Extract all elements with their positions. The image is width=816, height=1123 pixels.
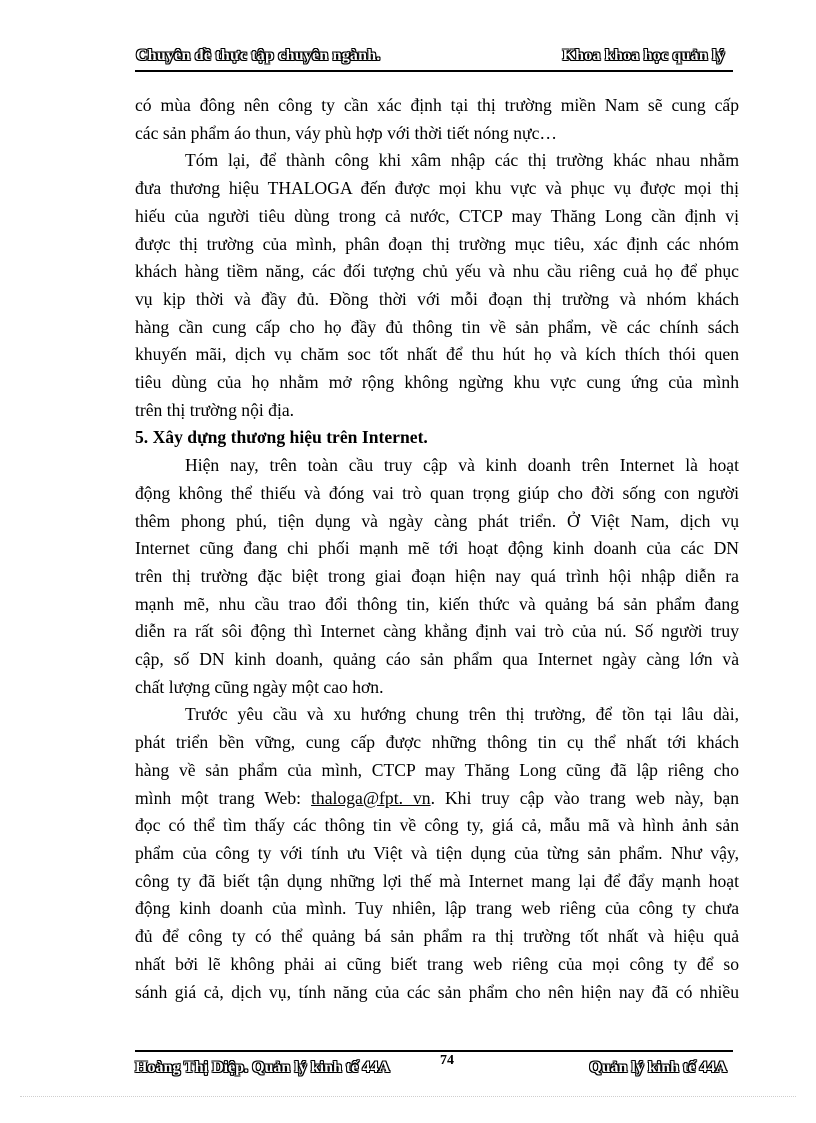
text-line: khách hàng tiềm năng, các đối tượng chủ yếu và nhu cầu riêng cuả họ để phục — [135, 261, 739, 282]
text-line: Trước yêu cầu và xu hướng chung trên thị trường, để tồn tại lâu dài, — [185, 704, 739, 725]
text-line: sánh giá cả, dịch vụ, tính năng của các sản phẩm cho nên hiện nay đã có nhiều — [135, 981, 739, 1002]
text-line: có mùa đông nên công ty cần xác định tại thị trường miền Nam sẽ cung cấp — [135, 95, 739, 115]
footer-department: Quản lý kinh tế 44A — [589, 1059, 727, 1076]
header-faculty: Khoa khoa học quản lý — [562, 47, 725, 64]
text-line: động không thể thiếu và đóng vai trò quan trọng giúp cho đời sống con người — [135, 482, 739, 503]
text-line: trên thị trường đặc biệt trong giai đoạn hiện nay quá trình hội nhập diễn ra — [135, 565, 739, 586]
text-line: vụ kịp thời và đầy đủ. Đồng thời với mỗi đoạn thị trường và nhóm khách — [135, 288, 739, 309]
text-line: đọc có thể tìm thấy các thông tin về công ty, giá cả, mẫu mã và hình ảnh sản — [135, 815, 739, 836]
text-line-row — [135, 951, 739, 979]
text-line: Internet cũng đang chi phối mạnh mẽ tới hoạt động kinh doanh của các DN — [135, 538, 739, 559]
paragraph-internet — [135, 452, 739, 480]
text-line: đủ để công ty có thể quảng bá sản phẩm ra thị trường tốt nhất và hiệu quả — [135, 926, 739, 947]
page-header — [135, 46, 733, 72]
text-line: tiêu dùng của họ nhằm mở rộng không ngừng khu vực cung ứng của mình — [135, 372, 739, 393]
text-line-row — [135, 397, 739, 425]
text-line: thêm phong phú, tiện dụng và ngày càng phát triển. Ở Việt Nam, dịch vụ — [135, 510, 739, 531]
text-line: đưa thương hiệu THALOGA đến được mọi khu vực và phục vụ được mọi thị — [135, 178, 739, 199]
text-line: các sản phẩm áo thun, váy phù hợp với thời tiết nóng nực… — [135, 122, 557, 143]
text-line-row — [135, 868, 739, 896]
text-line: chất lượng cũng ngày một cao hơn. — [135, 676, 384, 697]
text-line: công ty đã biết tận dụng những lợi thế mà Internet mang lại để đẩy mạnh hoạt — [135, 870, 739, 891]
text-line-row — [135, 840, 739, 868]
text-line-row — [135, 618, 739, 646]
section-heading: 5. Xây dựng thương hiệu trên Internet. — [135, 427, 428, 448]
text-line-row — [135, 979, 739, 1007]
document-body — [135, 92, 739, 1006]
text-line: được thị trường của mình, phân đoạn thị trường mục tiêu, xác định các nhóm — [135, 233, 739, 254]
text-line-row — [135, 231, 739, 259]
text-line-row — [135, 729, 739, 757]
text-line-row — [135, 258, 739, 286]
text-line-row — [135, 508, 739, 536]
paragraph-continued — [135, 92, 739, 120]
page-number: 74 — [440, 1053, 454, 1068]
text-line: phát triển bền vững, cung cấp được những thông tin cụ thể nhất tới khách — [135, 732, 739, 753]
text-line-row — [135, 757, 739, 785]
text-line-row — [135, 369, 739, 397]
text-line-row — [135, 203, 739, 231]
paragraph-website — [135, 701, 739, 729]
text-line: Tóm lại, để thành công khi xâm nhập các thị trường khác nhau nhằm — [185, 150, 739, 171]
header-course-title: Chuyên đề thực tập chuyên ngành. — [136, 47, 381, 64]
text-line: mạnh mẽ, nhu cầu trao đổi thông tin, kiến thức và quảng bá sản phẩm đang — [135, 593, 739, 614]
footer-author: Hoàng Thị Diệp. Quản lý kinh tế 44A — [135, 1059, 390, 1076]
text-line: hiếu của người tiêu dùng trong cả nước, CTCP may Thăng Long cần định vị — [135, 205, 739, 226]
text-line: trên thị trường nội địa. — [135, 399, 295, 420]
text-line: động kinh doanh của mình. Tuy nhiên, lập trang web riêng của công ty chưa — [135, 898, 739, 919]
text-line-row — [135, 286, 739, 314]
text-line: Hiện nay, trên toàn cầu truy cập và kinh doanh trên Internet là hoạt — [185, 455, 739, 476]
text-line-suffix: . Khi truy cập vào trang web này, bạn — [430, 787, 740, 808]
text-line-row — [135, 314, 739, 342]
text-line: phẩm của công ty với tính ưu Việt và tiện dụng của từng sản phẩm. Như vậy, — [135, 842, 739, 863]
text-line: khuyến mãi, dịch vụ chăm soc tốt nhất để thu hút họ và kích thích thói quen — [135, 344, 739, 365]
website-link[interactable]: thaloga@fpt. vn — [311, 787, 431, 808]
text-line-row — [135, 480, 739, 508]
text-line-row — [135, 785, 739, 813]
text-line-row — [135, 563, 739, 591]
text-line-row — [135, 812, 739, 840]
text-line-row — [135, 923, 739, 951]
text-line: hàng cần cung cấp cho họ đầy đủ thông tin về sản phẩm, về các chính sách — [135, 316, 739, 337]
text-line-row — [135, 175, 739, 203]
text-line-row — [135, 535, 739, 563]
text-line: hàng về sản phẩm của mình, CTCP may Thăng Long cũng đã lập riêng cho — [135, 759, 739, 780]
text-line-prefix: mình một trang Web: — [135, 787, 312, 808]
text-line-row — [135, 341, 739, 369]
text-line-row — [135, 895, 739, 923]
text-line: nhất bởi lẽ không phải ai cũng biết trang web riêng của mọi công ty để so — [135, 953, 739, 974]
text-line-row — [135, 591, 739, 619]
page-footer — [135, 1050, 733, 1082]
page-bottom-divider — [20, 1096, 796, 1097]
text-line-row — [135, 646, 739, 674]
text-line: cập, số DN kinh doanh, quảng cáo sản phẩm qua Internet ngày càng lớn và — [135, 649, 739, 670]
text-line: diễn ra rất sôi động thì Internet càng khẳng định vai trò của nú. Số người truy — [135, 621, 739, 642]
paragraph-summary — [135, 147, 739, 175]
text-line-row — [135, 674, 739, 702]
paragraph-continued-end — [135, 120, 739, 148]
